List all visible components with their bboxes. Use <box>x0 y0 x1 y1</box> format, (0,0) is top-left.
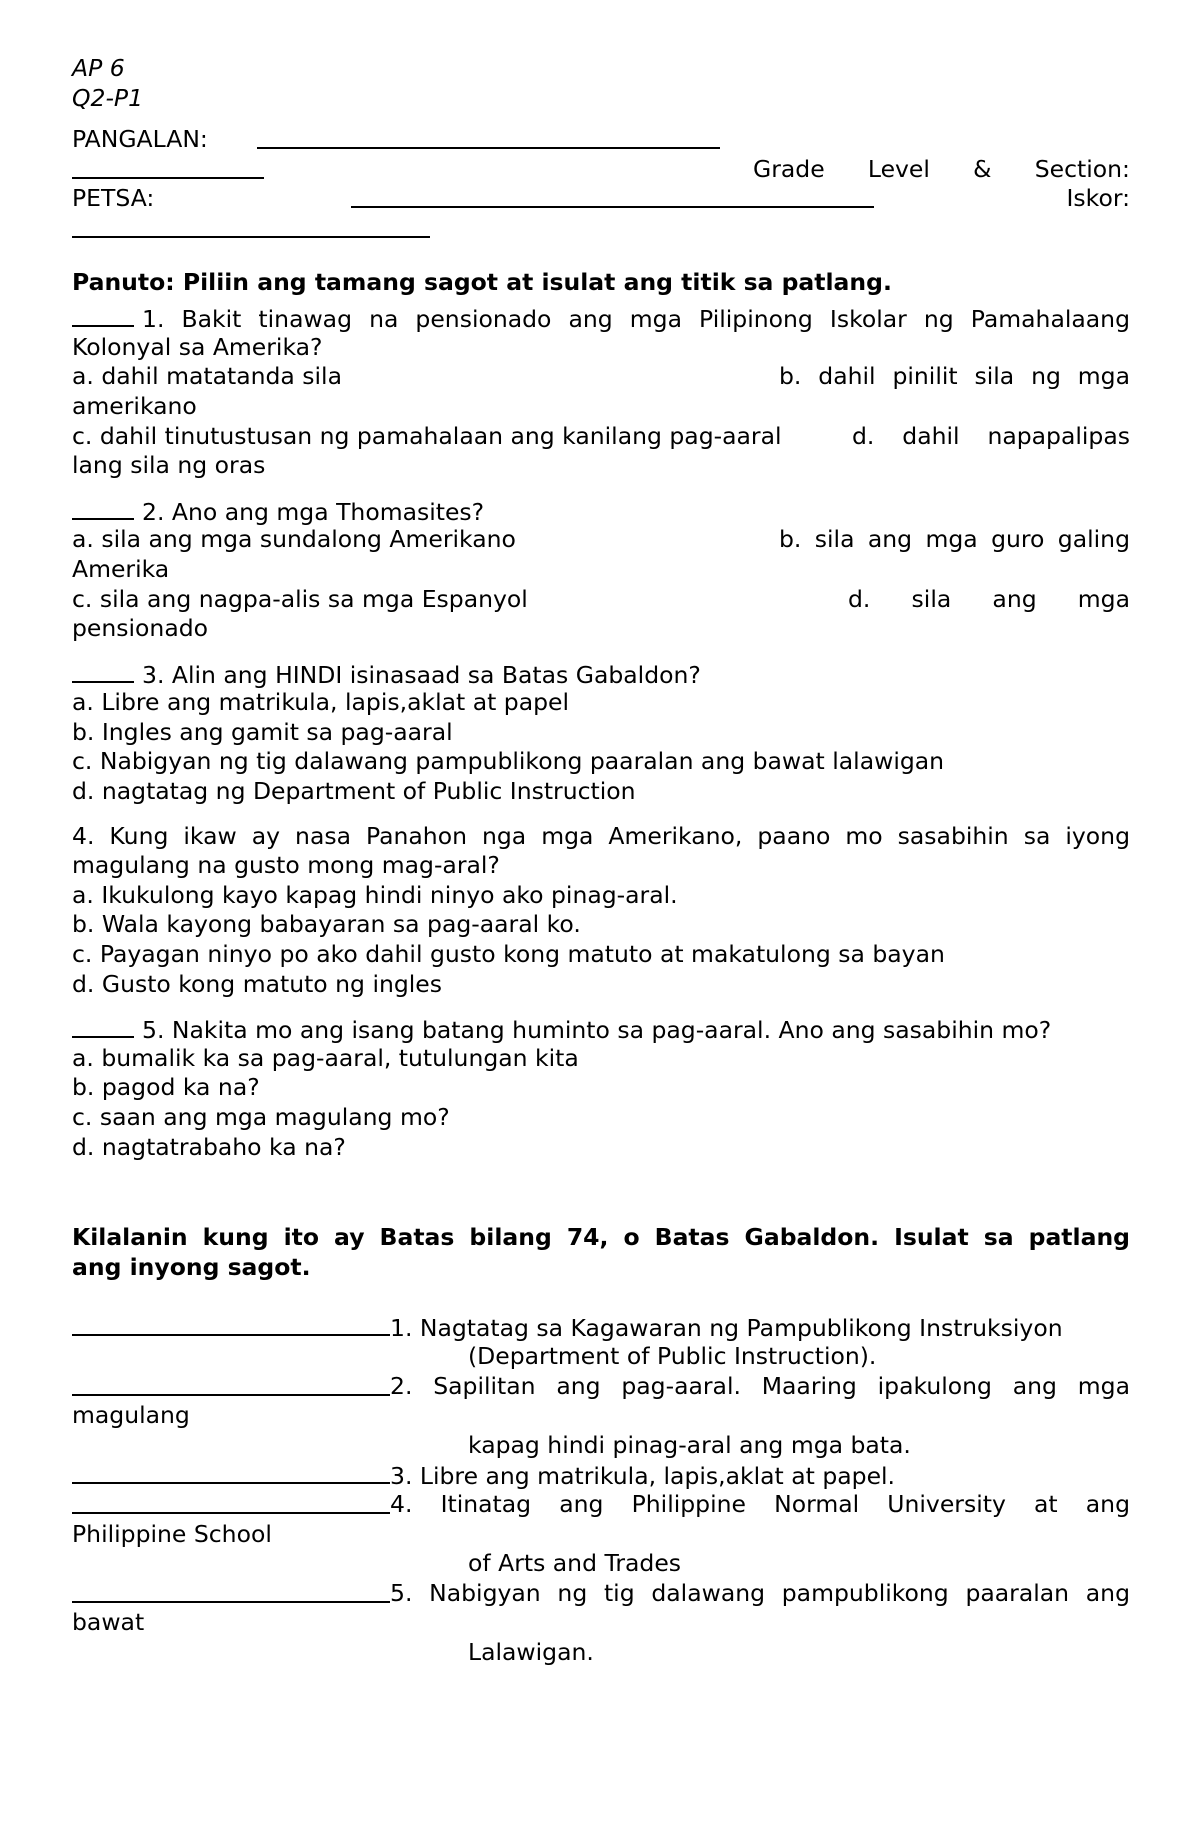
part2-item-4-indent: of Arts and Trades <box>468 1549 682 1578</box>
part2-instruction: Kilalanin kung ito ay Batas bilang 74, o Batas Gabaldon. Isulat sa patlang <box>72 1223 1130 1252</box>
part2-item-2-cont: magulang <box>72 1401 190 1430</box>
q2-choice-b-cont: Amerika <box>72 554 170 583</box>
q1-choice-d: d. dahil napapalipas <box>852 421 1130 450</box>
name-label: PANGALAN: <box>72 125 208 154</box>
part2-item <box>72 1579 1130 1609</box>
q4-stem-cont: magulang na gusto mong mag-aral? <box>72 851 500 880</box>
q4-stem: 4. Kung ikaw ay nasa Panahon nga mga Amerikano, paano mo sasabihin sa iyong <box>72 821 1130 850</box>
part2-item-4-blank[interactable] <box>72 1490 390 1514</box>
worksheet-page <box>72 54 1130 1668</box>
q3-choice-d: d. nagtatag ng Department of Public Instruction <box>72 777 636 806</box>
part2-item-4-cont: Philippine School <box>72 1519 272 1548</box>
q2-choice-d: d. sila ang mga <box>848 584 1130 613</box>
q2-choice-c: c. sila ang nagpa-alis sa mga Espanyol <box>72 584 528 613</box>
part2-item-1-blank[interactable] <box>72 1312 390 1336</box>
q5-choice-b: b. pagod ka na? <box>72 1073 260 1102</box>
q3-answer-blank[interactable] <box>72 659 134 683</box>
q2-choices-cd <box>72 585 1130 615</box>
q5-stem: 5. Nakita mo ang isang batang huminto sa pag-aaral. Ano ang sasabihin mo? <box>72 1014 1130 1044</box>
q2-stem: 2. Ano ang mga Thomasites? <box>72 496 1130 526</box>
grade-section-label: Grade Level & Section: <box>753 154 1130 183</box>
q2-choice-b: b. sila ang mga guro galing <box>779 525 1130 554</box>
q4-choice-d: d. Gusto kong matuto ng ingles <box>72 969 443 998</box>
q4-choice-c: c. Payagan ninyo po ako dahil gusto kong matuto at makatulong sa bayan <box>72 940 945 969</box>
score-blank-row <box>72 214 1130 244</box>
name-blank[interactable] <box>257 125 720 149</box>
part2-item-5-cont: bawat <box>72 1608 145 1637</box>
part2-item-5-indent: Lalawigan. <box>468 1637 594 1666</box>
q3-stem: 3. Alin ang HINDI isinasaad sa Batas Gabaldon? <box>72 659 1130 689</box>
part1-instruction: Panuto: Piliin ang tamang sagot at isulat ang titik sa patlang. <box>72 267 892 296</box>
q5-choice-c: c. saan ang mga magulang mo? <box>72 1103 450 1131</box>
q5-choice-d: d. nagtatrabaho ka na? <box>72 1132 346 1161</box>
q4-choice-a: a. Ikukulong kayo kapag hindi ninyo ako pinag-aral. <box>72 880 678 909</box>
part2-item-5-blank[interactable] <box>72 1579 390 1603</box>
part2-item-1-text: 1. Nagtatag sa Kagawaran ng Pampublikong Instruksiyon <box>390 1314 1063 1343</box>
part2-item-1-indent: (Department of Public Instruction). <box>468 1341 877 1370</box>
q2-choices-ab <box>72 525 1130 555</box>
part2-item <box>72 1460 1130 1490</box>
part2-item-2-text: 2. Sapilitan ang pag-aaral. Maaring ipakulong ang mga <box>390 1371 1130 1400</box>
part2-item-5-text: 5. Nabigyan ng tig dalawang pampublikong paaralan ang <box>390 1578 1130 1607</box>
part2-item-3-blank[interactable] <box>72 1460 390 1484</box>
q3-choice-b: b. Ingles ang gamit sa pag-aaral <box>72 717 453 746</box>
date-blank[interactable] <box>351 184 874 208</box>
grade-blank-row <box>72 155 1130 185</box>
q2-choice-d-cont: pensionado <box>72 614 209 643</box>
q2-choice-a: a. sila ang mga sundalong Amerikano <box>72 525 516 554</box>
part2-item-3-text: 3. Libre ang matrikula, lapis,aklat at papel. <box>390 1462 896 1491</box>
part2-instruction-cont: ang inyong sagot. <box>72 1252 311 1281</box>
q3-choice-c: c. Nabigyan ng tig dalawang pampublikong paaralan ang bawat lalawigan <box>72 747 945 776</box>
q1-stem: 1. Bakit tinawag na pensionado ang mga Pilipinong Iskolar ng Pamahalaang <box>72 303 1130 333</box>
q1-choices-ab <box>72 362 1130 392</box>
part2-item <box>72 1490 1130 1520</box>
q1-choice-c: c. dahil tinutustusan ng pamahalaan ang kanilang pag-aaral <box>72 421 782 450</box>
q5-answer-blank[interactable] <box>72 1014 134 1038</box>
q1-choice-d-cont: lang sila ng oras <box>72 451 266 480</box>
part2-item-4-text: 4. Itinatag ang Philippine Normal University at ang <box>390 1489 1130 1518</box>
name-row <box>72 125 1130 183</box>
part2-item <box>72 1372 1130 1402</box>
q1-answer-blank[interactable] <box>72 303 134 327</box>
part2-item <box>72 1312 1130 1342</box>
q1-choice-b: b. dahil pinilit sila ng mga <box>779 362 1130 391</box>
score-label: Iskor: <box>1066 184 1130 213</box>
code-label: Q2-P1 <box>72 83 144 112</box>
grade-section-blank[interactable] <box>72 155 264 179</box>
part2-item-2-blank[interactable] <box>72 1372 390 1396</box>
score-blank[interactable] <box>72 214 430 238</box>
q1-choices-cd <box>72 422 1130 452</box>
q5-choice-a: a. bumalik ka sa pag-aaral, tutulungan kita <box>72 1043 579 1072</box>
date-row <box>72 184 1130 214</box>
q3-choice-a: a. Libre ang matrikula, lapis,aklat at papel <box>72 688 569 717</box>
q1-choice-a: a. dahil matatanda sila <box>72 362 342 391</box>
date-label: PETSA: <box>72 184 155 213</box>
q1-stem-cont: Kolonyal sa Amerika? <box>72 332 323 361</box>
part2-item-2-indent: kapag hindi pinag-aral ang mga bata. <box>468 1430 911 1459</box>
subject-label: AP 6 <box>72 54 125 82</box>
q1-choice-b-cont: amerikano <box>72 391 197 420</box>
q4-choice-b: b. Wala kayong babayaran sa pag-aaral ko. <box>72 910 581 939</box>
q2-answer-blank[interactable] <box>72 496 134 520</box>
